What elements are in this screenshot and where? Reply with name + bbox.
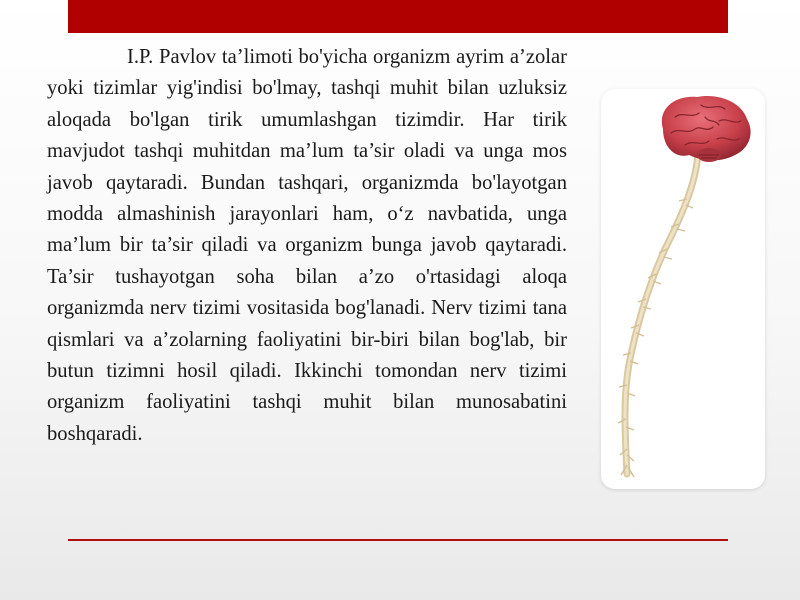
title-accent-bar	[68, 0, 728, 33]
brain-spinal-cord-illustration	[601, 89, 765, 489]
bottom-divider	[68, 539, 728, 541]
body-paragraph: I.P. Pavlov ta’limoti bo'yicha organizm ayrim a’zolar yoki tizimlar yig'indisi bo'lmay, tashqi muhit bilan uzluksiz aloqada bo'lgan tirik umumlashgan tizimdir. Har tirik mavjudot tashqi muhitdan ma’lum ta’sir oladi va unga mos javob qaytaradi. Bundan tashqari, organizmda bo'layotgan modda almashinish jarayonlari ham, o‘z navbatida, unga ma’lum bir ta’sir qiladi va organizm bunga javob qaytaradi. Ta’sir tushayotgan soha bilan a’zo o'rtasidagi aloqa organizmda nerv tizimi vositasida bog'lanadi. Nerv tizimi tana qismlari va a’zolarning faoliyatini bir-biri bilan bog'lab, bir butun tizimni hosil qiladi. Ikkinchi tomondan nerv tizimi organizm faoliyatini tashqi muhit bilan munosabatini boshqaradi.	[47, 46, 567, 445]
brain-spinal-cord-image	[601, 89, 765, 489]
